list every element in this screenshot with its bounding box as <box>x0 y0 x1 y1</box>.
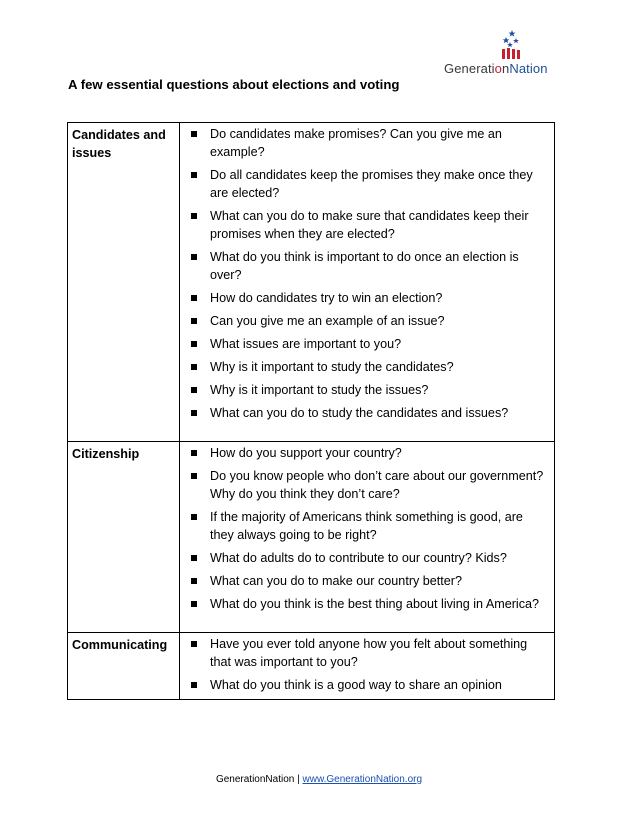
square-bullet-icon <box>191 473 197 479</box>
question-text: Why is it important to study the candidates? <box>210 360 454 374</box>
question-item <box>186 549 548 567</box>
question-item <box>186 207 548 243</box>
question-text: What do adults do to contribute to our country? Kids? <box>210 551 507 565</box>
question-text: How do candidates try to win an election? <box>210 291 443 305</box>
square-bullet-icon <box>191 682 197 688</box>
square-bullet-icon <box>191 364 197 370</box>
footer-org: GenerationNation <box>215 774 295 785</box>
question-text: What do you think is a good way to share an opinion <box>210 678 502 692</box>
square-bullet-icon <box>191 387 197 393</box>
question-item <box>186 312 548 330</box>
question-item <box>186 381 548 399</box>
question-text: Do you know people who don’t care about our government? Why do you think they don’t care? <box>210 469 544 501</box>
question-item <box>186 508 548 544</box>
section-topic: Citizenship <box>68 442 180 633</box>
question-item <box>186 248 548 284</box>
footer-separator: | <box>297 774 300 785</box>
section-row <box>68 442 555 633</box>
question-item <box>186 572 548 590</box>
question-text: Have you ever told anyone how you felt about something that was important to you? <box>210 637 528 669</box>
question-list <box>186 125 548 422</box>
footer-website-link[interactable]: www.GenerationNation.org <box>302 774 423 785</box>
square-bullet-icon <box>191 514 197 520</box>
square-bullet-icon <box>191 578 197 584</box>
square-bullet-icon <box>191 601 197 607</box>
question-text: Do candidates make promises? Can you give me an example? <box>210 127 502 159</box>
question-item <box>186 676 548 694</box>
section-row <box>68 123 555 442</box>
square-bullet-icon <box>191 131 197 137</box>
square-bullet-icon <box>191 641 197 647</box>
generation-nation-logo <box>444 28 556 78</box>
question-text: What do you think is important to do once an election is over? <box>210 250 519 282</box>
section-questions <box>180 442 555 633</box>
square-bullet-icon <box>191 318 197 324</box>
section-topic: Communicating <box>68 633 180 700</box>
question-item <box>186 166 548 202</box>
question-list <box>186 635 548 694</box>
question-item <box>186 358 548 376</box>
question-text: What can you do to make our country better? <box>210 574 463 588</box>
section-questions <box>180 123 555 442</box>
square-bullet-icon <box>191 450 197 456</box>
square-bullet-icon <box>191 410 197 416</box>
section-topic: Candidates and issues <box>68 123 180 442</box>
section-questions <box>180 633 555 700</box>
question-text: What issues are important to you? <box>210 337 402 351</box>
logo-wordmark: GenerationNation <box>444 61 548 76</box>
question-item <box>186 444 548 462</box>
question-text: Do all candidates keep the promises they make once they are elected? <box>210 168 533 200</box>
question-item <box>186 404 548 422</box>
question-item <box>186 635 548 671</box>
question-text: If the majority of Americans think something is good, are they always going to be right? <box>210 510 523 542</box>
square-bullet-icon <box>191 341 197 347</box>
questions-table <box>67 122 555 700</box>
question-item <box>186 595 548 613</box>
question-text: What do you think is the best thing about living in America? <box>210 597 540 611</box>
question-text: What can you do to make sure that candidates keep their promises when they are elected? <box>210 209 529 241</box>
question-item <box>186 125 548 161</box>
question-item <box>186 289 548 307</box>
square-bullet-icon <box>191 213 197 219</box>
square-bullet-icon <box>191 254 197 260</box>
question-text: Can you give me an example of an issue? <box>210 314 445 328</box>
question-list <box>186 444 548 613</box>
document-title: A few essential questions about elections and voting <box>68 77 400 92</box>
page-footer <box>0 774 638 785</box>
square-bullet-icon <box>191 295 197 301</box>
question-text: Why is it important to study the issues? <box>210 383 429 397</box>
question-text: How do you support your country? <box>210 446 402 460</box>
question-text: What can you do to study the candidates and issues? <box>210 406 509 420</box>
question-item <box>186 335 548 353</box>
square-bullet-icon <box>191 172 197 178</box>
section-row <box>68 633 555 700</box>
stars-flag-icon <box>496 28 536 62</box>
square-bullet-icon <box>191 555 197 561</box>
question-item <box>186 467 548 503</box>
